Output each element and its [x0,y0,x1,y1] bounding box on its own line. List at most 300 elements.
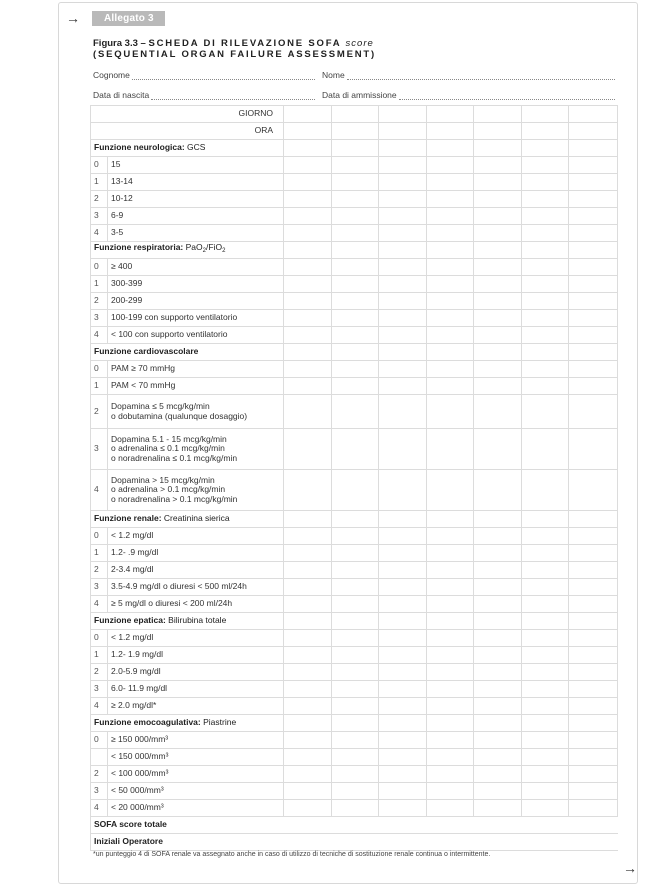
entry-cell[interactable] [284,766,332,783]
entry-cell[interactable] [284,715,332,732]
entry-cell[interactable] [427,511,474,528]
entry-cell[interactable] [427,293,474,310]
entry-cell[interactable] [569,562,618,579]
entry-cell[interactable] [522,310,569,327]
entry-cell[interactable] [522,545,569,562]
entry-cell[interactable] [569,225,618,242]
entry-cell[interactable] [332,259,379,276]
entry-cell[interactable] [522,511,569,528]
entry-cell[interactable] [474,664,522,681]
sofa-table [90,105,618,851]
entry-cell[interactable] [522,596,569,613]
entry-cell[interactable] [427,106,474,123]
entry-cell[interactable] [379,783,427,800]
entry-cell[interactable] [569,470,618,511]
entry-cell[interactable] [379,327,427,344]
entry-cell[interactable] [379,429,427,470]
entry-cell[interactable] [474,698,522,715]
entry-cell[interactable] [569,361,618,378]
score-value: 2 [91,293,108,310]
entry-cell[interactable] [474,429,522,470]
entry-cell[interactable] [569,344,618,361]
entry-cell[interactable] [522,174,569,191]
entry-cell[interactable] [379,579,427,596]
entry-cell[interactable] [522,157,569,174]
score-value: 4 [91,596,108,613]
entry-cell[interactable] [427,208,474,225]
entry-cell[interactable] [474,191,522,208]
data-ammissione-label: Data di ammissione [322,90,397,100]
entry-cell[interactable] [379,378,427,395]
entry-cell[interactable] [284,208,332,225]
entry-cell[interactable] [379,681,427,698]
nome-line[interactable] [347,72,615,80]
entry-cell[interactable] [379,208,427,225]
entry-cell[interactable] [474,715,522,732]
entry-cell[interactable] [474,395,522,429]
entry-cell[interactable] [569,259,618,276]
entry-cell[interactable] [474,106,522,123]
entry-cell[interactable] [332,613,379,630]
entry-cell[interactable] [284,698,332,715]
entry-cell[interactable] [427,157,474,174]
entry-cell[interactable] [569,800,618,817]
entry-cell[interactable] [522,562,569,579]
entry-cell[interactable] [569,511,618,528]
entry-cell[interactable] [522,140,569,157]
entry-cell[interactable] [284,259,332,276]
entry-cell[interactable] [332,596,379,613]
entry-cell[interactable] [427,361,474,378]
entry-cell[interactable] [522,191,569,208]
entry-cell[interactable] [284,191,332,208]
entry-cell[interactable] [427,191,474,208]
entry-cell[interactable] [379,157,427,174]
entry-cell[interactable] [332,208,379,225]
entry-cell[interactable] [427,344,474,361]
entry-cell[interactable] [332,528,379,545]
entry-cell[interactable] [284,545,332,562]
entry-cell[interactable] [474,276,522,293]
score-value: 3 [91,783,108,800]
entry-cell[interactable] [427,429,474,470]
entry-cell[interactable] [379,596,427,613]
entry-cell[interactable] [569,276,618,293]
entry-cell[interactable] [522,664,569,681]
criterion-line: < 100 con supporto ventilatorio [111,329,228,340]
criterion-line: o dobutamina (qualunque dosaggio) [111,410,248,421]
entry-cell[interactable] [569,528,618,545]
entry-cell[interactable] [284,630,332,647]
entry-cell[interactable] [427,613,474,630]
entry-cell[interactable] [379,242,427,259]
param-part: /FiO [206,242,223,253]
entry-cell[interactable] [569,783,618,800]
entry-cell[interactable] [332,647,379,664]
entry-cell[interactable] [284,528,332,545]
entry-cell[interactable] [569,630,618,647]
entry-cell[interactable] [427,698,474,715]
entry-cell[interactable] [427,174,474,191]
entry-cell[interactable] [332,344,379,361]
entry-cell[interactable] [427,123,474,140]
entry-cell[interactable] [284,310,332,327]
entry-cell[interactable] [284,276,332,293]
entry-cell[interactable] [332,429,379,470]
entry-cell[interactable] [379,562,427,579]
entry-cell[interactable] [332,766,379,783]
entry-cell[interactable] [522,259,569,276]
entry-cell[interactable] [427,470,474,511]
entry-cell[interactable] [522,766,569,783]
entry-cell[interactable] [332,749,379,766]
section-param: Creatinina sierica [163,513,230,524]
entry-cell[interactable] [569,664,618,681]
entry-cell[interactable] [522,276,569,293]
nome-field[interactable] [322,70,615,80]
entry-cell[interactable] [332,698,379,715]
entry-cell[interactable] [284,749,332,766]
entry-cell[interactable] [379,766,427,783]
entry-cell[interactable] [332,800,379,817]
arrow-right-icon: → [66,10,80,26]
entry-cell[interactable] [474,470,522,511]
entry-cell[interactable] [379,800,427,817]
entry-cell[interactable] [522,344,569,361]
entry-cell[interactable] [522,732,569,749]
entry-cell[interactable] [332,174,379,191]
entry-cell[interactable] [284,429,332,470]
entry-cell[interactable] [284,361,332,378]
data-ammissione-field[interactable] [322,90,615,100]
entry-cell[interactable] [284,596,332,613]
sofa-table-body [91,106,618,851]
entry-cell[interactable] [379,698,427,715]
entry-cell[interactable] [379,361,427,378]
entry-cell[interactable] [522,579,569,596]
score-value: 2 [91,562,108,579]
criterion-line: ≥ 5 mg/dl o diuresi < 200 ml/24h [111,598,233,609]
entry-cell[interactable] [569,545,618,562]
entry-cell[interactable] [474,732,522,749]
entry-cell[interactable] [474,361,522,378]
entry-cell[interactable] [332,664,379,681]
entry-cell[interactable] [332,123,379,140]
entry-cell[interactable] [427,647,474,664]
entry-cell[interactable] [284,140,332,157]
entry-cell[interactable] [332,395,379,429]
entry-cell[interactable] [332,511,379,528]
entry-cell[interactable] [427,378,474,395]
entry-cell[interactable] [474,327,522,344]
entry-cell[interactable] [569,429,618,470]
entry-cell[interactable] [284,344,332,361]
criterion-line: < 1.2 mg/dl [111,632,154,643]
entry-cell[interactable] [379,395,427,429]
entry-cell[interactable] [474,174,522,191]
entry-cell[interactable] [569,681,618,698]
entry-cell[interactable] [522,327,569,344]
entry-cell[interactable] [427,327,474,344]
entry-cell[interactable] [379,106,427,123]
entry-cell[interactable] [569,106,618,123]
criteria-row [91,259,618,276]
entry-cell[interactable] [427,259,474,276]
entry-cell[interactable] [379,511,427,528]
entry-cell[interactable] [427,664,474,681]
entry-cell[interactable] [332,732,379,749]
entry-cell[interactable] [379,664,427,681]
entry-cell[interactable] [427,732,474,749]
entry-cell[interactable] [284,511,332,528]
criterion-line: PAM < 70 mmHg [111,380,176,391]
entry-cell[interactable] [474,528,522,545]
entry-cell[interactable] [379,630,427,647]
entry-cell[interactable] [569,327,618,344]
criteria-row [91,191,618,208]
entry-cell[interactable] [284,378,332,395]
entry-cell[interactable] [427,749,474,766]
entry-cell[interactable] [284,106,332,123]
entry-cell[interactable] [379,344,427,361]
entry-cell[interactable] [427,545,474,562]
entry-cell[interactable] [474,511,522,528]
entry-cell[interactable] [284,174,332,191]
data-ammissione-line[interactable] [399,92,615,100]
entry-cell[interactable] [474,157,522,174]
entry-cell[interactable] [427,140,474,157]
entry-cell[interactable] [474,562,522,579]
entry-cell[interactable] [522,681,569,698]
entry-cell[interactable] [569,715,618,732]
entry-cell[interactable] [569,242,618,259]
cognome-field[interactable] [93,70,315,80]
entry-cell[interactable] [522,647,569,664]
entry-cell[interactable] [522,242,569,259]
entry-cell[interactable] [522,470,569,511]
entry-cell[interactable] [522,225,569,242]
entry-cell[interactable] [474,310,522,327]
entry-cell[interactable] [522,613,569,630]
entry-cell[interactable] [522,293,569,310]
criterion-text [108,630,284,647]
entry-cell[interactable] [522,783,569,800]
entry-cell[interactable] [284,123,332,140]
entry-cell[interactable] [284,681,332,698]
entry-cell[interactable] [427,395,474,429]
entry-cell[interactable] [284,225,332,242]
entry-cell[interactable] [427,242,474,259]
summary-label-total: SOFA score totale [91,817,618,834]
entry-cell[interactable] [522,378,569,395]
entry-cell[interactable] [332,361,379,378]
entry-cell[interactable] [284,613,332,630]
entry-cell[interactable] [522,123,569,140]
entry-cell[interactable] [522,630,569,647]
entry-cell[interactable] [427,783,474,800]
entry-cell[interactable] [284,800,332,817]
entry-cell[interactable] [569,647,618,664]
entry-cell[interactable] [569,140,618,157]
entry-cell[interactable] [332,715,379,732]
entry-cell[interactable] [427,562,474,579]
entry-cell[interactable] [474,749,522,766]
entry-cell[interactable] [379,140,427,157]
entry-cell[interactable] [569,596,618,613]
entry-cell[interactable] [427,579,474,596]
entry-cell[interactable] [522,208,569,225]
entry-cell[interactable] [332,140,379,157]
entry-cell[interactable] [284,783,332,800]
entry-cell[interactable] [332,630,379,647]
entry-cell[interactable] [474,242,522,259]
entry-cell[interactable] [332,191,379,208]
entry-cell[interactable] [427,630,474,647]
entry-cell[interactable] [474,596,522,613]
entry-cell[interactable] [522,528,569,545]
entry-cell[interactable] [522,749,569,766]
entry-cell[interactable] [474,378,522,395]
entry-cell[interactable] [379,259,427,276]
entry-cell[interactable] [332,310,379,327]
cognome-line[interactable] [132,72,315,80]
entry-cell[interactable] [332,157,379,174]
entry-cell[interactable] [569,732,618,749]
entry-cell[interactable] [474,225,522,242]
criterion-line: ≥ 400 [111,261,133,272]
entry-cell[interactable] [332,681,379,698]
criterion-text [108,800,284,817]
entry-cell[interactable] [474,800,522,817]
entry-cell[interactable] [474,783,522,800]
entry-cell[interactable] [379,545,427,562]
entry-cell[interactable] [522,698,569,715]
entry-cell[interactable] [284,157,332,174]
entry-cell[interactable] [522,800,569,817]
entry-cell[interactable] [569,310,618,327]
entry-cell[interactable] [427,528,474,545]
criterion-text [108,698,284,715]
entry-cell[interactable] [474,647,522,664]
data-nascita-field[interactable] [93,90,315,100]
entry-cell[interactable] [332,579,379,596]
entry-cell[interactable] [379,715,427,732]
summary-row-initials [91,834,618,851]
data-nascita-line[interactable] [151,92,315,100]
entry-cell[interactable] [332,470,379,511]
entry-cell[interactable] [284,732,332,749]
entry-cell[interactable] [379,732,427,749]
entry-cell[interactable] [569,395,618,429]
entry-cell[interactable] [474,140,522,157]
entry-cell[interactable] [332,276,379,293]
entry-cell[interactable] [284,293,332,310]
entry-cell[interactable] [569,293,618,310]
entry-cell[interactable] [379,225,427,242]
entry-cell[interactable] [474,613,522,630]
entry-cell[interactable] [379,613,427,630]
criteria-row [91,749,618,766]
entry-cell[interactable] [332,783,379,800]
entry-cell[interactable] [474,630,522,647]
entry-cell[interactable] [474,766,522,783]
entry-cell[interactable] [332,378,379,395]
entry-cell[interactable] [332,545,379,562]
entry-cell[interactable] [332,327,379,344]
entry-cell[interactable] [332,225,379,242]
entry-cell[interactable] [379,191,427,208]
entry-cell[interactable] [379,749,427,766]
entry-cell[interactable] [569,157,618,174]
entry-cell[interactable] [379,174,427,191]
entry-cell[interactable] [332,106,379,123]
entry-cell[interactable] [284,242,332,259]
entry-cell[interactable] [569,123,618,140]
entry-cell[interactable] [379,276,427,293]
entry-cell[interactable] [569,749,618,766]
entry-cell[interactable] [284,395,332,429]
entry-cell[interactable] [332,293,379,310]
entry-cell[interactable] [284,664,332,681]
entry-cell[interactable] [379,310,427,327]
entry-cell[interactable] [284,470,332,511]
entry-cell[interactable] [474,208,522,225]
entry-cell[interactable] [522,361,569,378]
entry-cell[interactable] [427,766,474,783]
entry-cell[interactable] [284,579,332,596]
entry-cell[interactable] [284,562,332,579]
entry-cell[interactable] [474,123,522,140]
entry-cell[interactable] [522,106,569,123]
entry-cell[interactable] [427,681,474,698]
entry-cell[interactable] [474,579,522,596]
entry-cell[interactable] [569,208,618,225]
entry-cell[interactable] [427,276,474,293]
entry-cell[interactable] [522,395,569,429]
entry-cell[interactable] [474,681,522,698]
entry-cell[interactable] [332,562,379,579]
entry-cell[interactable] [379,470,427,511]
entry-cell[interactable] [474,259,522,276]
entry-cell[interactable] [379,647,427,664]
entry-cell[interactable] [569,378,618,395]
section-row-renal [91,511,618,528]
entry-cell[interactable] [569,766,618,783]
entry-cell[interactable] [284,647,332,664]
entry-cell[interactable] [569,698,618,715]
entry-cell[interactable] [569,191,618,208]
entry-cell[interactable] [332,242,379,259]
entry-cell[interactable] [427,225,474,242]
entry-cell[interactable] [427,596,474,613]
entry-cell[interactable] [522,715,569,732]
entry-cell[interactable] [474,293,522,310]
entry-cell[interactable] [379,123,427,140]
entry-cell[interactable] [569,579,618,596]
entry-cell[interactable] [379,528,427,545]
entry-cell[interactable] [427,800,474,817]
entry-cell[interactable] [522,429,569,470]
entry-cell[interactable] [474,545,522,562]
entry-cell[interactable] [427,715,474,732]
entry-cell[interactable] [569,174,618,191]
entry-cell[interactable] [379,293,427,310]
entry-cell[interactable] [284,327,332,344]
entry-cell[interactable] [569,613,618,630]
entry-cell[interactable] [474,344,522,361]
criterion-text [108,378,284,395]
entry-cell[interactable] [427,310,474,327]
